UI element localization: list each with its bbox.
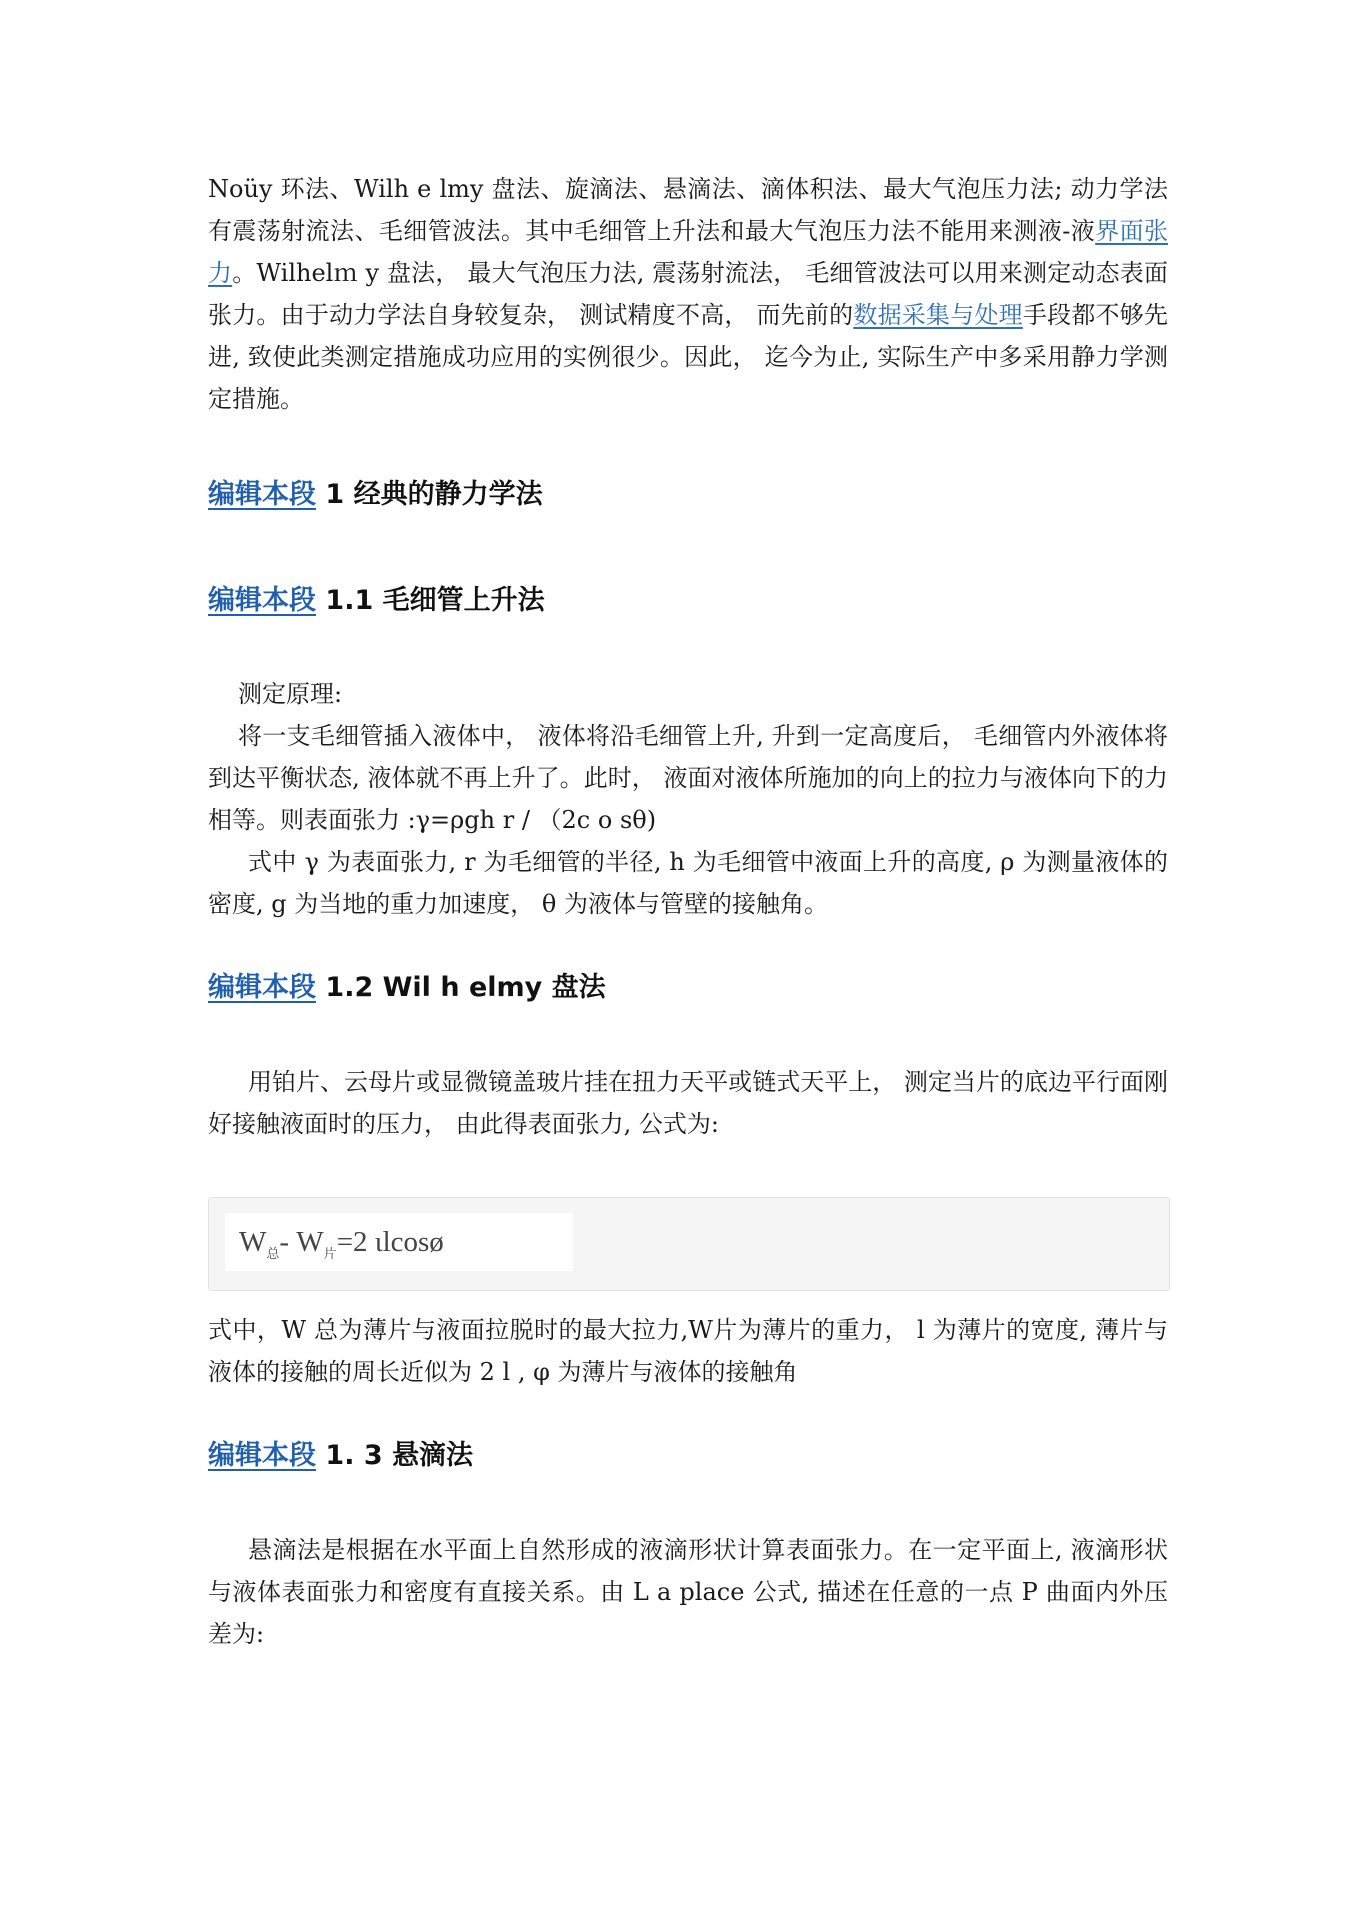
section-title: 1.1 毛细管上升法 xyxy=(325,585,545,616)
intro-text-a: Noüy 环法、Wilh e lmy 盘法、旋滴法、悬滴法、滴体积法、最大气泡压力法; 动力学法有震荡射流法、毛细管波法。其中毛细管上升法和最大气泡压力法不能用来测液-液 xyxy=(208,175,1168,245)
section-title: 1.2 Wil h elmy 盘法 xyxy=(325,972,606,1003)
document-page xyxy=(208,168,1168,1655)
section-title: 1 经典的静力学法 xyxy=(325,479,543,510)
edit-section-link[interactable]: 编辑本段 xyxy=(208,479,316,510)
section-title: 1. 3 悬滴法 xyxy=(325,1440,474,1471)
edit-section-link[interactable]: 编辑本段 xyxy=(208,972,316,1003)
wilhelmy-paragraph: 用铂片、云母片或显微镜盖玻片挂在扭力天平或链式天平上， 测定当片的底边平行面刚好接触液面时的压力， 由此得表面张力, 公式为: xyxy=(208,1068,1168,1138)
heading-section-1-1 xyxy=(208,578,1168,617)
capillary-definitions: 式中 γ 为表面张力, r 为毛细管的半径, h 为毛细管中液面上升的高度, ρ 为测量液体的密度, g 为当地的重力加速度， θ 为液体与管壁的接触角。 xyxy=(208,848,1168,918)
pendant-drop-paragraph: 悬滴法是根据在水平面上自然形成的液滴形状计算表面张力。在一定平面上, 液滴形状与液体表面张力和密度有直接关系。由 L a place 公式, 描述在任意的一点 P 曲面内外压差为: xyxy=(208,1536,1168,1648)
intro-paragraph xyxy=(208,168,1168,420)
capillary-paragraph: 将一支毛细管插入液体中， 液体将沿毛细管上升, 升到一定高度后， 毛细管内外液体将到达平衡状态, 液体就不再上升了。此时， 液面对液体所施加的向上的拉力与液体向下的力相等。则表面张力 :γ=ρgh r / （2c o sθ) xyxy=(208,722,1168,834)
link-interface-tension[interactable]: 界面张力 xyxy=(208,217,1169,287)
formula-box xyxy=(208,1197,1170,1291)
heading-section-1 xyxy=(208,472,1168,511)
wilhelmy-formula: $W_总-$ $W_片=2$ ɩlcosø xyxy=(225,1213,573,1271)
intro-text-c: 手段都不够先进, 致使此类测定措施成功应用的实例很少。因此， 迄今为止, 实际生产中多采用静力学测定措施。 xyxy=(208,301,1168,413)
heading-section-1-2 xyxy=(208,965,1168,1004)
link-data-acquisition[interactable]: 数据采集与处理 xyxy=(853,301,1023,329)
principle-label: 测定原理: xyxy=(238,680,343,708)
wilhelmy-definitions: 式中，W 总为薄片与液面拉脱时的最大拉力,W片为薄片的重力， l 为薄片的宽度, 薄片与液体的接触的周长近似为 2 l , φ 为薄片与液体的接触角 xyxy=(208,1316,1168,1386)
heading-section-1-3 xyxy=(208,1433,1168,1472)
edit-section-link[interactable]: 编辑本段 xyxy=(208,1440,316,1471)
edit-section-link[interactable]: 编辑本段 xyxy=(208,585,316,616)
intro-text-b: 。Wilhelｍ y 盘法， 最大气泡压力法, 震荡射流法， 毛细管波法可以用来测定动态表面张力。由于动力学法自身较复杂， 测试精度不高， 而先前的 xyxy=(208,259,1169,329)
